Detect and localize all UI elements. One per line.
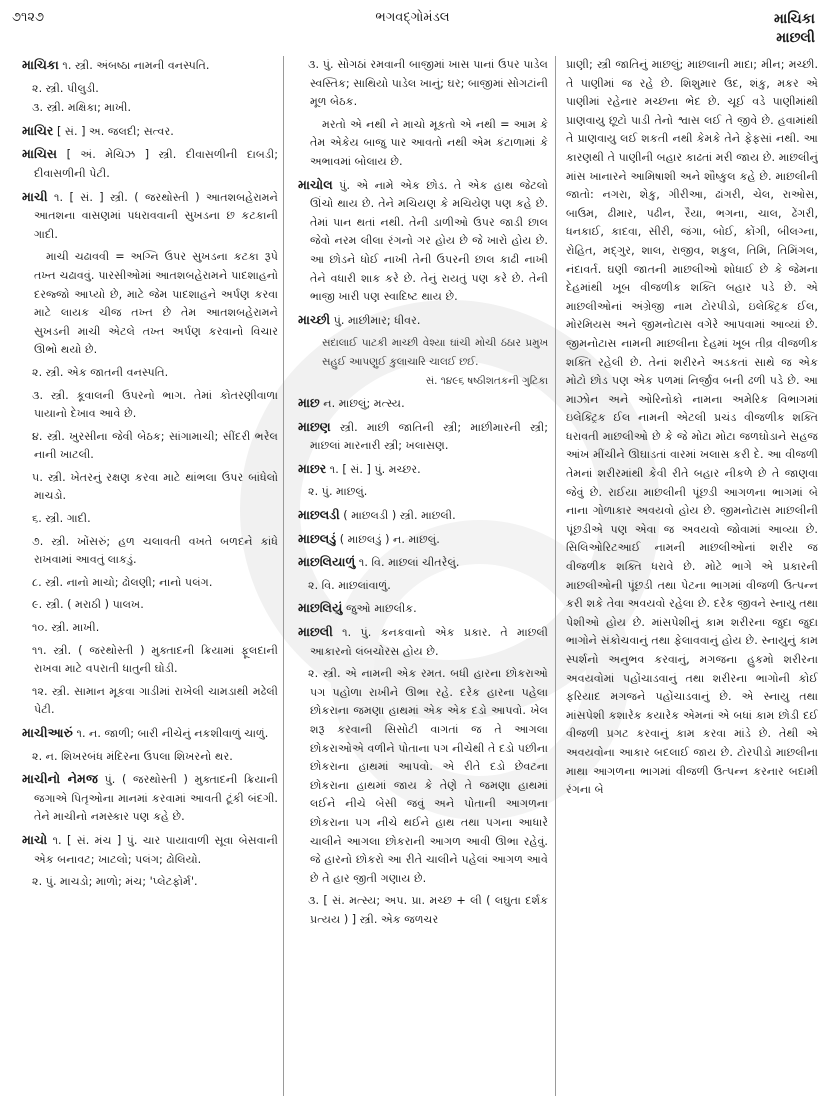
dictionary-entry: [298, 553, 548, 573]
entry-sense: ૪. સ્ત્રી. ખુરસીના જેવી બેઠક; સાંગામાચી; સીંદરી ભરેલ નાની ખાટલી.: [32, 429, 278, 462]
entry-sense: ૨. સ્ત્રી. એ નામની એક રમત. બધી હારના છોકરાઓ પગ પહોળા રાખીને ઊભા રહે. દરેક હારના પહેલા છોકરાના જમણા હાથમાં એક એક દડો આપવો. ખેલ શરૂ કરવાની સિસોટી વાગતાં જ તે આગલા છોકરાઓએ વળીને પોતાના પગ નીચેથી તે દડો પછીના છોકરાના હાથમાં આપવો. એ રીતે દડો છેવટના છોકરાના હાથમાં જાય કે તેણે તે જમણા હાથમાં લઈને નીચે બેસી જવું અને પોતાની આગળના છોકરાના પગ નીચે થઈને હાથ તથા પગના આધારે ચાલીને આગલા છોકરાની આગળ આવી ઊભા રહેવું. જે હારનો છોકરો આ રીતે ચાલીને પહેલાં આગળ આવે છે તે હાર જીતી ગણાય છે.: [308, 667, 548, 885]
entry-headword: માચિસ: [22, 146, 58, 162]
entry-headword: માચિકા: [22, 57, 59, 72]
entry-headword: માચ્છી: [298, 311, 331, 327]
entry-sense: ૩. સ્ત્રી. કૂવાલની ઉપરનો ભાગ. તેમાં કોતરણીવાળા પાયાનો દેખાવ આવે છે.: [32, 388, 278, 421]
dictionary-entry: [22, 56, 278, 76]
entry-definition: ( માછલડી ) સ્ત્રી. માછલી.: [339, 509, 456, 523]
citation: [298, 334, 548, 390]
dictionary-entry: [22, 145, 278, 183]
dictionary-entry: [298, 311, 548, 331]
dictionary-columns: [0, 56, 825, 1104]
entry-definition: ન. માછલું; મત્સ્ય.: [319, 397, 405, 411]
guide-words: [774, 10, 815, 48]
entry-headword: માછલિયું: [298, 600, 343, 616]
entry-headword: માછલડું: [298, 530, 337, 546]
entry-definition: ૧. ન. જાળી; બારી નીચેનું નકશીવાળું ચાળું.: [72, 727, 269, 740]
idiom-usage: માચી ચઢાવવી = અગ્નિ ઉપર સુખડના કટકા રૂપે તખ્ત ચઢાવવું. પારસીઓમાં આતશબહેરામને પાદશાહનો દરજ્જો આપ્યો છે, માટે જેમ પાદશાહને અર્પણ કરવા માટે લાયક ચીજ તખ્ત છે તેમ આતશબહેરામને સુખડની માચી એટલે તખ્ત અર્પણ કરવાનો વિચાર ઊભો થયો છે.: [34, 250, 278, 357]
dictionary-entry: [298, 530, 548, 550]
entry-sense: ૨. સ્ત્રી. પીલુડી.: [32, 81, 99, 95]
guide-word-first: માચિકા: [774, 11, 815, 27]
entry-headword: માછર: [298, 460, 327, 476]
dictionary-entry: [22, 770, 278, 827]
entry-sense: ૩. સ્ત્રી. મક્ષિકા; માખી.: [32, 101, 132, 115]
entry-definition: ( માછલડું ) ન. માછલું.: [336, 532, 440, 546]
entry-definition: ૧. [ સં. ] પું. મચ્છર.: [326, 462, 421, 476]
entry-sense: ૬. સ્ત્રી. ગાદી.: [32, 512, 91, 526]
dictionary-entry: [22, 188, 278, 245]
column-left: [22, 56, 278, 1096]
entry-sense: ૧૨. સ્ત્રી. સામાન મૂકવા ગાડીમાં રાખેલી ચામડાથી મઢેલી પેટી.: [32, 684, 278, 717]
entry-sense: ૫. સ્ત્રી. ખેતરનું રક્ષણ કરવા માટે થાંભલા ઉપર બાંધેલો માચડો.: [32, 470, 278, 503]
entry-definition: [ અં. મેચિઝ ] સ્ત્રી. દીવાસળીની દાબડી; દીવાસળીની પેટી.: [34, 148, 278, 180]
running-title: ભગવદ્ગોમંડલ: [375, 10, 450, 25]
column-divider: [555, 56, 556, 1096]
entry-sense: ૩. પું. સોગઠાં રમવાની બાજીમાં ખાસ પાનાં ઉપર પાડેલ સ્વસ્તિક; સાથિયો પાડેલ ખાનું; ઘર; બાજીમાં સોગટાંની મૂળ બેઠક.: [308, 58, 548, 109]
entry-sense: ૧૧. સ્ત્રી. ( જરથોસ્તી ) મુક્તાદની ક્રિયામાં ફૂલદાની રાખવા માટે વપરાતી ધાતુની ઘોડી.: [32, 643, 278, 676]
entry-headword: માચીનો નેમજ: [22, 771, 98, 787]
entry-definition: પું. એ નામે એક છોડ. તે એક હાથ જેટલો ઊંચો થાય છે. તેને મચિયણ કે મચિયેણ પણ કહે છે. તેમાં પાન થતાં નથી. તેની ડાળીઓ ઉપર જાડી છાલ જેવો નરમ લીલા રંગનો ગર હોય છે જે ખારો હોય છે. આ છોડને ધોઈ નાખી તેની ઉપરની છાલ કાઢી નાખી તેને વધારી શાક કરે છે. તેનું રાયતું પણ કરે છે. તેની ભાજી ખારી પણ સ્વાદિષ્ટ થાય છે.: [310, 178, 548, 304]
entry-definition: [ સં. ] અ. જલદી; સત્વર.: [53, 124, 174, 138]
entry-sense: ૮. સ્ત્રી. નાનો માચો; ઢોલણી; નાનો પલંગ.: [32, 575, 213, 589]
entry-sense: ૨. પું. માછલું.: [308, 485, 368, 499]
entry-definition: ૧. વિ. માછલાં ચીતરેલું.: [355, 556, 460, 570]
entry-headword: માછલી: [298, 624, 333, 640]
entry-headword: માચીઆરું: [22, 725, 73, 740]
entry-sense: ૯. સ્ત્રી. ( મરાઠી ) પાલખ.: [32, 598, 144, 612]
entry-headword: માચો: [22, 831, 48, 847]
entry-sense: ૨. વિ. માછલાંવાળું.: [308, 578, 391, 592]
dictionary-entry: [298, 176, 548, 307]
entry-sense: ૩. [ સં. મત્સ્ય; અપ. પ્રા. મચ્છ + લી ( લઘુતા દર્શક પ્રત્યય ) ] સ્ત્રી. એક જળચર: [308, 894, 548, 926]
dictionary-entry: [22, 122, 278, 142]
entry-sense: ૭. સ્ત્રી. ખોંસરું; હળ ચલાવતી વખતે બળદને કાંધે રાખવામાં આવતું લાકડું.: [32, 534, 278, 567]
page-header: [0, 0, 825, 52]
entry-headword: માછણ: [298, 418, 331, 434]
column-middle: [298, 56, 548, 1096]
entry-sense: ૨. પું. માચડો; માળો; મંચ; 'પ્લેટફોર્મ'.: [32, 875, 198, 889]
dictionary-entry: [22, 831, 278, 869]
entry-headword: માછ: [298, 395, 320, 411]
dictionary-entry: [298, 623, 548, 661]
entry-headword: માછલડી: [298, 507, 340, 523]
entry-definition: જુઓ માછલીક.: [342, 602, 417, 616]
citation-text: સદાલાઈ પાટકી માચ્છી વેશ્યા ઘાંચી મોચી ઠંઠાર પ્રમુખ સહુઈ આપણુઈ કુલાચારિ ચાલઈ છઈ.: [322, 337, 548, 368]
entry-headword: માચિર: [22, 122, 54, 138]
guide-word-last: માછલી: [776, 30, 815, 46]
entry-definition: પું. ( જરથોસ્તી ) મુક્તાદની ક્રિયાની જગાએ પિતૃઓના માનમાં કરવામાં આવતી ટૂંકી બંદગી. તેને માચીનો નમસ્કાર પણ કહે છે.: [34, 773, 278, 824]
continued-definition: પ્રાણી; સ્ત્રી જાતિનું માછલું; માછલાની માદા; મીન; મચ્છી. તે પાણીમાં જ રહે છે. શિશુમાર ઉદ, શંકુ, મકર એ પાણીમાં રહેનાર મચ્છના ભેદ છે. ચૂઈ વડે પાણીમાંથી પ્રાણવાયુ છૂટો પાડી તેનો શ્વાસ લઈ તે જીવે છે. હવામાંથી તે પ્રાણવાયુ લઈ શકતી નથી કેમકે તેને ફેફસાં નથી. આ કારણથી તે પાણીની બહાર કાઢતાં મરી જાય છે. માછલીનું માંસ ખાનારને આમિષાશી અને શૌષ્કુલ કહે છે. માછલીની જાતો: નગરા, શેકુ, ગીરીઆ, ઢાંગરી, ચેલ, રાઓસ, બાઉમ, ઢીમાર, પઢીન, રૈયા, ભગના, ચાલ, ઢેંગરી, ધનકાઈ, કાદવા, સીરી, જંગા, બોઈ, કોંગી, બીલગ્ના, રોહિત, મદ્ગુર, શાલ, રાજીવ, શકુલ, તિમિ, તિમિંગલ, નંદાવર્ત. ઘણી જાતની માછલીઓ શોધાઈ છે કે જેમના દેહમાંથી ખૂબ વીજળીક શક્તિ બહાર પડે છે. એ માછલીઓનાં અંગ્રેજી નામ ટોરપીડો, ઇલેક્ટ્રિક ઈલ, મોરમિયસ અને જીમનોટાસ વગેરે આપવામાં આવ્યાં છે. જીમનોટાસ નામની માછલીના દેહમાં ખૂબ તીવ્ર વીજળીક શક્તિ રહેલી છે. તેનાં શરીરને અડકતાં સાથે જ એક મોટો છોડ પણ એક પળમાં નિર્જીવ બની ઢળી પડે છે. આ માઝોન અને ઓરિનોકો નામના અમેરિક વિભાગમાં ઇલેક્ટ્રિક ઈલ નામની એટલી પ્રચંડ વીજળીક શક્તિ ધરાવતી માછલીઓ છે કે જે મોટા મોટા જળઘોડાને સહજ આંખ મીંચીને ઊઘાડતાં વારમાં ખલાસ કરી દે. આ વીજળી તેમનાં શરીરમાંથી કેવી રીતે બહાર નીકળે છે તે જાણવા જેવું છે. રાઈયા માછલીની પૂંછડી આગળના ભાગમાં બે નાના ગોળાકાર અવયવો હોય છે. જીમનોટાસ માછલીની પૂંછડીએ પણ એવા જ અવયવો જોવામાં આવ્યા છે. સિલિઓરિટઆઈ નામની માછલીઓનાં શરીર જ વીજળીક શક્તિ ધરાવે છે. મોટે ભાગે એ પ્રકારની માછલીઓની પૂંછડી તથા પેટના ભાગમાં વીજળી ઉત્પન્ન કરી શકે તેવા અવયવો રહેલા છે. દરેક જીવને સ્નાયુ તથા પેશીઓ હોય છે. માંસપેશીનું કામ શરીરના જુદા જુદા ભાગોને સંકોચવાનું તથા ફેલાવવાનું હોય છે. સ્નાયુનું કામ સ્પર્શનો અનુભવ કરવાનું, મગજના હુકમો શરીરના અવયવોમાં પહોંચાડવાનું તથા શરીરના ભાગોની કોઈ ફરિયાદ મગજને પહોંચાડવાનું છે. એ સ્નાયુ તથા માંસપેશી કશારેક કયારેક એમનાં એ બધાં કામ છોડી દઈ વીજળી પ્રગટ કરવાનું કામ કરવા માંડે છે. તેથી એ અવયવોના આકાર બદલાઈ જાય છે. ટોરપીડો માછલીના માથા આગળના ભાગમાં વીજળી ઉત્પન્ન કરનાર બદામી રંગના બે: [566, 58, 818, 797]
entry-definition: સ્ત્રી. માછી જાતિની સ્ત્રી; માછીમારની સ્ત્રી; માછલાં મારનારી સ્ત્રી; ખલાસણ.: [310, 420, 548, 453]
entry-sense: ૧૦. સ્ત્રી. માખી.: [32, 621, 100, 635]
dictionary-entry: [298, 506, 548, 526]
entry-definition: ૧. સ્ત્રી. અંબષ્ઠા નામની વનસ્પતિ.: [58, 59, 210, 72]
entry-headword: માચોલ: [298, 176, 333, 192]
dictionary-entry: [22, 724, 278, 744]
column-divider: [283, 56, 284, 1096]
column-right: [566, 56, 818, 1096]
entry-headword: માચી: [22, 188, 48, 204]
dictionary-entry: [298, 418, 548, 456]
dictionary-entry: [298, 460, 548, 480]
entry-definition: ૧. [ સં. મંચ ] પું. ચાર પાયાવાળી સૂવા બેસવાની એક બનાવટ; ખાટલો; પલંગ; ઢોલિયો.: [34, 833, 278, 866]
entry-definition: પું. માછીમાર; ધીવર.: [330, 313, 421, 327]
dictionary-entry: [298, 599, 548, 619]
dictionary-entry: [298, 394, 548, 414]
idiom-usage: મરતો એ નથી ને માચો મૂકતો એ નથી = આમ કે તેમ એકેય બાજુ પાર આવતો નથી એમ કંટાળામાં કે અભાવમાં બોલાય છે.: [310, 117, 548, 168]
entry-definition: ૧. [ સં. ] સ્ત્રી. ( જરથોસ્તી ) આતશબહેરામને આતશના વાસણમાં પધરાવવાની સુખડના છ કટકાની ગાદી.: [34, 190, 278, 241]
citation-source: સં. ૧૪૯૬ ષષ્ઠીશતકની ગુટિકા: [425, 374, 548, 387]
entry-sense: ૨. સ્ત્રી. એક જાતની વનસ્પતિ.: [32, 365, 169, 379]
entry-headword: માછલિયાળું: [298, 554, 356, 570]
entry-definition: ૧. પું. કનકવાનો એક પ્રકાર. તે માછલી આકારનો લંબચોરસ હોય છે.: [310, 626, 548, 658]
entry-sense: ૨. ન. શિખરબંધ મંદિરના ઉપલા શિખરનો થર.: [32, 749, 233, 763]
page-number: ૭૧૨૭: [12, 10, 45, 25]
